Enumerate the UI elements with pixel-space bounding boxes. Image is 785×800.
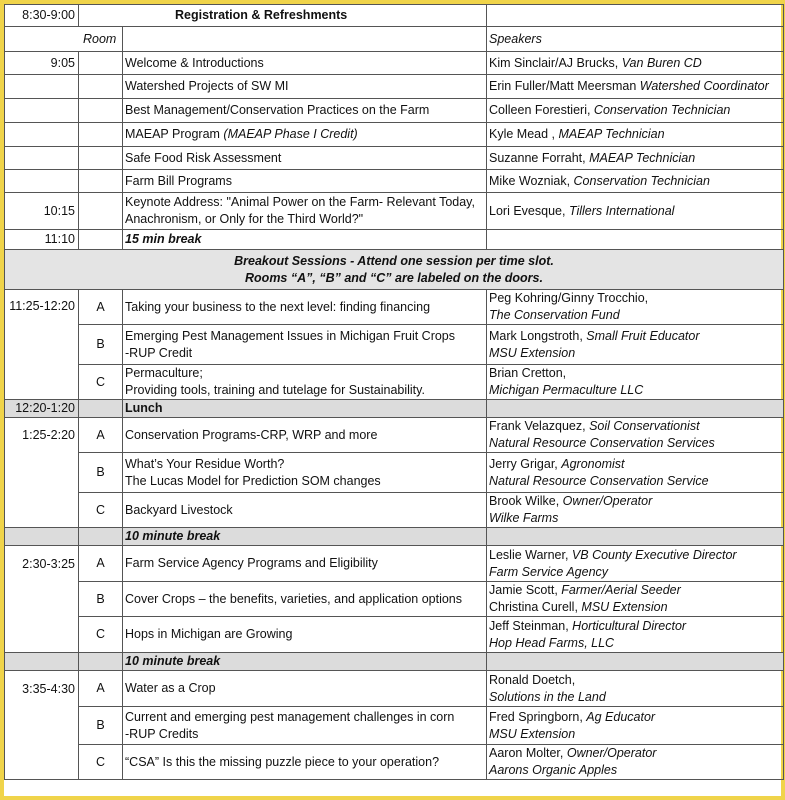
session-title: Current and emerging pest management challenges in corn -RUP Credits (123, 707, 487, 745)
session-title: Best Management/Conservation Practices on the Farm (123, 99, 487, 123)
break-row: 10 minute break (5, 653, 784, 671)
break-row: 10 minute break (5, 528, 784, 546)
table-row (5, 99, 784, 123)
session-title: Hops in Michigan are Growing (123, 617, 487, 653)
session-title: Watershed Projects of SW MI (123, 75, 487, 99)
speaker-cell: Mark Longstroth, Small Fruit Educator MSU Extension (487, 325, 784, 365)
slot-time: 3:35-4:30 (5, 671, 79, 780)
lunch-row: 12:20-1:20 Lunch (5, 400, 784, 418)
speaker-cell: Peg Kohring/Ginny Trocchio, The Conservation Fund (487, 290, 784, 325)
keynote-title: Keynote Address: "Animal Power on the Farm- Relevant Today, Anachronism, or Only for the Third World?" (123, 193, 487, 230)
room-cell: C (79, 745, 123, 780)
speaker-cell: Kim Sinclair/AJ Brucks, Van Buren CD (487, 52, 784, 75)
room-cell: A (79, 671, 123, 707)
speaker-cell: Fred Springborn, Ag Educator MSU Extension (487, 707, 784, 745)
keynote-row: 10:15 Keynote Address: "Animal Power on the Farm- Relevant Today, Anachronism, or Only for the Third World?" Lori Evesque, Tillers International (5, 193, 784, 230)
session-title: MAEAP Program (MAEAP Phase I Credit) (123, 123, 487, 147)
room-cell: B (79, 453, 123, 493)
speaker-cell: Frank Velazquez, Soil Conservationist Natural Resource Conservation Services (487, 418, 784, 453)
room-cell: A (79, 546, 123, 582)
speaker-cell: Kyle Mead , MAEAP Technician (487, 123, 784, 147)
slot-time: 1:25-2:20 (5, 418, 79, 528)
room-cell: C (79, 365, 123, 400)
speaker-cell: Jeff Steinman, Horticultural Director Hop Head Farms, LLC (487, 617, 784, 653)
table-row (5, 75, 784, 99)
table-row: 9:05 Welcome & Introductions Kim Sinclair/AJ Brucks, Van Buren CD (5, 52, 784, 75)
session-title: Farm Service Agency Programs and Eligibility (123, 546, 487, 582)
table-row (5, 707, 784, 745)
speaker-cell: Leslie Warner, VB County Executive Director Farm Service Agency (487, 546, 784, 582)
speaker-cell: Erin Fuller/Matt Meersman Watershed Coordinator (487, 75, 784, 99)
table-row (5, 582, 784, 617)
room-cell: B (79, 582, 123, 617)
room-header: Room (5, 27, 123, 52)
registration-row (5, 5, 784, 27)
speaker-cell: Lori Evesque, Tillers International (487, 193, 784, 230)
speaker-cell: Colleen Forestieri, Conservation Technician (487, 99, 784, 123)
table-row (5, 671, 784, 707)
room-cell: C (79, 617, 123, 653)
speaker-cell: Brook Wilke, Owner/Operator Wilke Farms (487, 493, 784, 528)
slot-time: 11:25-12:20 (5, 290, 79, 400)
speaker-cell: Jamie Scott, Farmer/Aerial Seeder Christina Curell, MSU Extension (487, 582, 784, 617)
session-title: Cover Crops – the benefits, varieties, and application options (123, 582, 487, 617)
session-title: What’s Your Residue Worth? The Lucas Model for Prediction SOM changes (123, 453, 487, 493)
table-row (5, 290, 784, 325)
table-row (5, 365, 784, 400)
session-title: Backyard Livestock (123, 493, 487, 528)
session-title: Permaculture; Providing tools, training and tutelage for Sustainability. (123, 365, 487, 400)
table-row (5, 123, 784, 147)
speaker-cell: Suzanne Forraht, MAEAP Technician (487, 147, 784, 170)
session-title: Taking your business to the next level: finding financing (123, 290, 487, 325)
session-title: Welcome & Introductions (123, 52, 487, 75)
session-title: Emerging Pest Management Issues in Michigan Fruit Crops -RUP Credit (123, 325, 487, 365)
time-cell: 8:30-9:00 (5, 5, 79, 27)
table-row (5, 546, 784, 582)
agenda-table (4, 4, 784, 780)
speaker-cell: Jerry Grigar, Agronomist Natural Resource Conservation Service (487, 453, 784, 493)
speaker-cell: Mike Wozniak, Conservation Technician (487, 170, 784, 193)
session-title: Farm Bill Programs (123, 170, 487, 193)
break-row: 11:10 15 min break (5, 230, 784, 250)
table-row (5, 453, 784, 493)
registration-title: Registration & Refreshments (79, 5, 487, 27)
speaker-cell: Brian Cretton, Michigan Permaculture LLC (487, 365, 784, 400)
table-row (5, 617, 784, 653)
speakers-header: Speakers (487, 27, 784, 52)
speaker-cell: Ronald Doetch, Solutions in the Land (487, 671, 784, 707)
session-title: “CSA” Is this the missing puzzle piece to your operation? (123, 745, 487, 780)
table-row (5, 745, 784, 780)
session-title: Safe Food Risk Assessment (123, 147, 487, 170)
slot-time: 2:30-3:25 (5, 546, 79, 653)
table-row (5, 147, 784, 170)
session-title: Conservation Programs-CRP, WRP and more (123, 418, 487, 453)
breakout-banner: Breakout Sessions - Attend one session per time slot. Rooms “A”, “B” and “C” are labeled on the doors. (5, 250, 784, 290)
table-row (5, 170, 784, 193)
room-cell: B (79, 325, 123, 365)
table-row (5, 493, 784, 528)
room-cell: A (79, 290, 123, 325)
column-header-row (5, 27, 784, 52)
room-cell: B (79, 707, 123, 745)
room-cell: A (79, 418, 123, 453)
speaker-cell: Aaron Molter, Owner/Operator Aarons Organic Apples (487, 745, 784, 780)
session-title: Water as a Crop (123, 671, 487, 707)
room-cell: C (79, 493, 123, 528)
table-row (5, 418, 784, 453)
table-row (5, 325, 784, 365)
